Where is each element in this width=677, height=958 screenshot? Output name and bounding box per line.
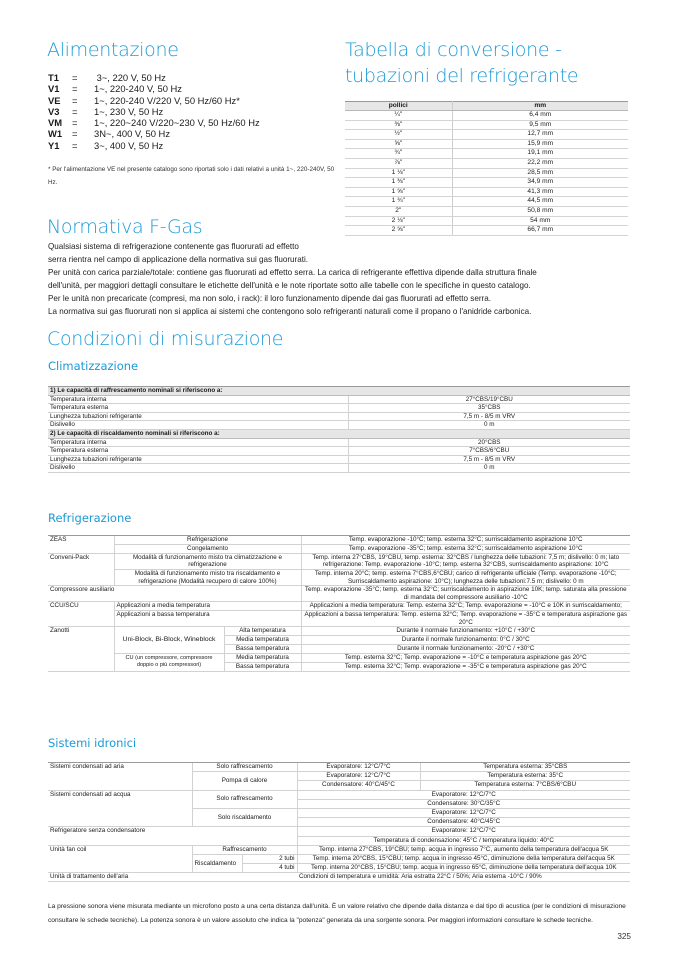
param-value: 20°CBS xyxy=(348,438,630,447)
idronici-title: Sistemi idronici xyxy=(48,736,137,750)
mode-label: Riscaldamento xyxy=(192,854,242,872)
cell-mm: 54 mm xyxy=(452,216,628,226)
mode-label: Alta temperatura xyxy=(224,627,301,636)
alim-code: V1 xyxy=(48,83,60,95)
condition-text: Condensatore: 40°C/45°C xyxy=(297,818,630,827)
table-row xyxy=(48,569,630,585)
alim-row xyxy=(48,83,338,94)
alim-eq: = xyxy=(72,83,78,95)
pipe-config: 2 tubi xyxy=(242,854,297,863)
param-label: Lunghezza tubazioni refrigerante xyxy=(48,455,348,464)
alim-value: 1~, 220~240 V/220~230 V, 50 Hz/60 Hz xyxy=(94,117,260,129)
refrigerazione-title: Refrigerazione xyxy=(48,511,132,525)
cell-mm: 50,8 mm xyxy=(452,206,628,216)
column-header-pollici: pollici xyxy=(345,102,452,111)
climatizzazione-table xyxy=(48,386,630,473)
fgas-line: serra rientra nel campo di applicazione della normativa sui gas fluorurati. xyxy=(48,255,309,265)
condition-text: Temp. interna 20°CBS, 15°CBU; temp. acqua in ingresso 45°C, diminuzione della temperatura dell'acqua 5K xyxy=(297,854,630,863)
param-value: 7,5 m - 8/5 m VRV xyxy=(348,412,630,421)
table-row xyxy=(48,790,630,799)
table-row xyxy=(345,158,628,168)
system-label: Zanotti xyxy=(48,627,114,671)
table-row xyxy=(48,447,630,456)
table-row xyxy=(48,464,630,473)
table-row xyxy=(48,438,630,447)
table-row xyxy=(48,627,630,636)
alim-code: Y1 xyxy=(48,139,60,151)
condition-text: Durante il normale funzionamento: -20°C / +30°C xyxy=(301,645,630,654)
cell-inches: 1 ¾" xyxy=(345,197,452,207)
table-row xyxy=(48,654,630,663)
cell-mm: 28,5 mm xyxy=(452,168,628,178)
condition-text: Applicazioni a bassa temperatura: Temp. esterna 32°C; Temp. evaporazione = -35°C e temperatura aspirazione gas 20°C xyxy=(301,611,630,627)
param-value: 0 m xyxy=(348,421,630,430)
mode-label: Raffrescamento xyxy=(192,845,297,854)
alimentazione-list xyxy=(48,72,338,151)
table-row xyxy=(345,120,628,130)
system-label: Sistemi condensati ad aria xyxy=(48,763,192,791)
param-value: 7°CBS/6°CBU xyxy=(348,447,630,456)
alim-code: W1 xyxy=(48,128,63,140)
alim-row xyxy=(48,128,338,139)
table-row xyxy=(345,111,628,121)
system-label: Compressore ausiliario xyxy=(48,586,301,602)
param-value: 27°CBS/19°CBU xyxy=(348,395,630,404)
alim-value: 3~, 220 V, 50 Hz xyxy=(94,72,166,83)
system-label: Sistemi condensati ad acqua xyxy=(48,790,192,827)
param-label: Lunghezza tubazioni refrigerante xyxy=(48,412,348,421)
cell-inches: ⅝" xyxy=(345,139,452,149)
condition-text: Temp. interna 20°CBS, 15°CBU; temp. acqua in ingresso 65°C, diminuzione della temperatura dell'acqua 10K xyxy=(297,864,630,873)
condition-text: Condensatore: 40°C/45°C xyxy=(297,781,420,790)
cell-mm: 41,3 mm xyxy=(452,187,628,197)
param-label: Temperatura esterna xyxy=(48,447,348,456)
cell-mm: 19,1 mm xyxy=(452,149,628,159)
alim-eq: = xyxy=(72,94,78,106)
section-header-row xyxy=(48,387,630,396)
cell-inches: ⅞" xyxy=(345,158,452,168)
alimentazione-footnote: * Per l'alimentazione VE nel presente catalogo sono riportati solo i dati relativi a unità 1~, 220-240V, 50 Hz. xyxy=(48,166,335,186)
condition-text: Temp. interna 27°CBS, 19°CBU, temp. esterna: 32°CBS / lunghezza delle tubazioni: 7,5 m; dislivello: 0 m; lato refrigerazione: Temp. evaporazione -10°C; temp. esterna 32°CBS, surriscaldamento aspirazione: 10°C xyxy=(301,553,630,569)
pipe-config: 4 tubi xyxy=(242,864,297,873)
condition-text: Condizioni di temperatura e umidità: Aria estratta 22°C / 50%; Aria esterna -10°C / 90% xyxy=(297,873,630,882)
cell-inches: 1 ⅜" xyxy=(345,178,452,188)
mode-label: Pompa di calore xyxy=(192,772,297,790)
table-row xyxy=(48,873,630,882)
condition-text: Temp. esterna 32°C; Temp. evaporazione = -35°C e temperatura aspirazione gas 20°C xyxy=(301,662,630,671)
alim-value: 1~, 220-240 V/220 V, 50 Hz/60 Hz* xyxy=(94,94,240,106)
table-row xyxy=(48,412,630,421)
cell-mm: 6,4 mm xyxy=(452,111,628,121)
system-label: Refrigeratore senza condensatore xyxy=(48,827,297,845)
cell-mm: 44,5 mm xyxy=(452,197,628,207)
alim-value: 3N~, 400 V, 50 Hz xyxy=(94,128,171,140)
conversion-table xyxy=(345,101,628,236)
alim-row xyxy=(48,95,338,106)
system-label: Conveni-Pack xyxy=(48,553,114,585)
mode-label: Solo riscaldamento xyxy=(192,808,297,826)
condition-text: Durante il normale funzionamento: 0°C / 30°C xyxy=(301,636,630,645)
alim-row xyxy=(48,72,338,83)
condition-text: Temperatura esterna: 7°CBS/6°CBU xyxy=(420,781,630,790)
cell-inches: 1 ⅛" xyxy=(345,168,452,178)
table-row xyxy=(48,611,630,627)
mode-label: Applicazioni a bassa temperatura xyxy=(114,611,301,627)
table-row xyxy=(48,421,630,430)
cell-inches: ½" xyxy=(345,130,452,140)
condition-text: Temp. interna 27°CBS, 19°CBU; temp. acqua in ingresso 7°C, aumento della temperatura dell'acqua 5K xyxy=(297,845,630,854)
refrigerazione-table xyxy=(48,535,630,672)
idronici-table xyxy=(48,762,630,882)
conversione-title-line2: tubazioni del refrigerante xyxy=(345,65,579,87)
mode-label: Solo raffrescamento xyxy=(192,790,297,808)
table-row xyxy=(345,197,628,207)
condition-text: Temperatura esterna: 35°C xyxy=(420,772,630,781)
param-label: Temperatura esterna xyxy=(48,404,348,413)
condition-text: Condensatore: 30°C/35°C xyxy=(297,799,630,808)
group-label: CU (un compressore, compressore doppio o più compressori) xyxy=(114,654,224,672)
condition-text: Temp. evaporazione -35°C; temp. esterna 32°C; surriscaldamento in aspirazione 10K; temp. saturata alla pressione di mandata del compressore ausiliario -10°C xyxy=(301,586,630,602)
alim-code: T1 xyxy=(48,72,59,83)
table-row xyxy=(345,139,628,149)
system-label: CCU/SCU xyxy=(48,602,114,627)
condition-text: Durante il normale funzionamento: +10°C / +30°C xyxy=(301,627,630,636)
fgas-line: La normativa sui gas fluorurati non si applica ai sistemi che contengono solo refrigeranti naturali come il propano o l'anidride carbonica. xyxy=(48,307,532,317)
mode-label: Media temperatura xyxy=(224,654,301,663)
cell-inches: ⅜" xyxy=(345,120,452,130)
param-value: 7,5 m - 8/5 m VRV xyxy=(348,455,630,464)
mode-label: Media temperatura xyxy=(224,636,301,645)
alim-eq: = xyxy=(72,139,78,151)
table-row xyxy=(48,395,630,404)
table-row xyxy=(48,827,630,836)
mode-label: Refrigerazione xyxy=(114,536,301,545)
table-row xyxy=(48,536,630,545)
cell-mm: 9,5 mm xyxy=(452,120,628,130)
cell-mm: 22,2 mm xyxy=(452,158,628,168)
alim-eq: = xyxy=(72,128,78,140)
mode-label: Modalità di funzionamento misto tra riscaldamento e refrigerazione (Modalità recupero di calore 100%) xyxy=(114,569,301,585)
condition-text: Evaporatore: 12°C/7°C xyxy=(297,763,420,772)
condition-text: Evaporatore: 12°C/7°C xyxy=(297,827,630,836)
table-row xyxy=(345,168,628,178)
table-row xyxy=(345,149,628,159)
table-row xyxy=(48,455,630,464)
cell-inches: 2 ⅛" xyxy=(345,216,452,226)
condition-text: Applicazioni a media temperatura: Temp. esterna 32°C; Temp. evaporazione = -10°C e 10K in surriscaldamento; xyxy=(301,602,630,611)
alim-value: 1~, 230 V, 50 Hz xyxy=(94,105,164,117)
fgas-line: Per le unità non precaricate (compresi, ma non solo, i rack): il loro funzionamento dipende dai gas fluorurati ad effetto serra. xyxy=(48,294,491,304)
system-label: Unità fan coil xyxy=(48,845,192,873)
table-row xyxy=(345,187,628,197)
section-header: 2) Le capacità di riscaldamento nominali si riferiscono a: xyxy=(48,429,630,438)
alim-eq: = xyxy=(72,72,78,83)
condizioni-title: Condizioni di misurazione xyxy=(47,328,284,350)
table-header-row xyxy=(345,102,628,111)
condition-text: Temp. evaporazione -35°C; temp. esterna 32°C; surriscaldamento aspirazione 10°C xyxy=(301,544,630,553)
alim-row xyxy=(48,106,338,117)
param-label: Temperatura interna xyxy=(48,438,348,447)
alim-row xyxy=(48,117,338,128)
section-header: 1) Le capacità di raffrescamento nominali si riferiscono a: xyxy=(48,387,630,396)
page-number: 325 xyxy=(617,932,631,941)
param-label: Dislivello xyxy=(48,421,348,430)
alim-row xyxy=(48,140,338,151)
cell-inches: ¼" xyxy=(345,111,452,121)
alimentazione-title: Alimentazione xyxy=(47,39,179,61)
sound-note: La pressione sonora viene misurata mediante un microfono posto a una certa distanza dall'unità. È un valore relativo che dipende dalla distanza e dal tipo di acustica (per le condizioni di misurazione consultare le schede tecniche). La potenza sonora è un valore assoluto che indica la "potenza" generata da una sorgente sonora. Per maggiori informazioni consultare le schede tecniche. xyxy=(48,903,626,924)
condition-text: Temp. esterna 32°C; Temp. evaporazione = -10°C e temperatura aspirazione gas 20°C xyxy=(301,654,630,663)
mode-label: Bassa temperatura xyxy=(224,662,301,671)
cell-mm: 66,7 mm xyxy=(452,226,628,236)
section-header-row xyxy=(48,429,630,438)
table-row xyxy=(345,206,628,216)
condition-text: Evaporatore: 12°C/7°C xyxy=(297,808,630,817)
alim-code: V3 xyxy=(48,105,60,117)
param-label: Dislivello xyxy=(48,464,348,473)
group-label: Uni-Block, Bi-Block, Wineblock xyxy=(114,627,224,654)
table-row xyxy=(345,130,628,140)
conversione-title-line1: Tabella di conversione - xyxy=(345,39,562,61)
condition-text: Evaporatore: 12°C/7°C xyxy=(297,790,630,799)
alim-value: 1~, 220-240 V, 50 Hz xyxy=(94,83,182,95)
param-label: Temperatura interna xyxy=(48,395,348,404)
climatizzazione-title: Climatizzazione xyxy=(48,359,139,373)
cell-mm: 12,7 mm xyxy=(452,130,628,140)
mode-label: Solo raffrescamento xyxy=(192,763,297,772)
fgas-body xyxy=(48,240,638,319)
table-row xyxy=(48,586,630,602)
fgas-line: Per unità con carica parziale/totale: contiene gas fluorurati ad effetto serra. La carica di refrigerante effettiva dipende dalla struttura finale xyxy=(48,268,537,278)
condition-text: Temperatura di condensazione: 45°C / temperatura liquido: 40°C xyxy=(297,836,630,845)
cell-inches: ¾" xyxy=(345,149,452,159)
cell-mm: 34,9 mm xyxy=(452,178,628,188)
system-label: Unità di trattamento dell'aria xyxy=(48,873,297,882)
table-row xyxy=(345,226,628,236)
fgas-line: Qualsiasi sistema di refrigerazione contenente gas fluorurati ad effetto xyxy=(48,242,299,251)
mode-label: Applicazioni a media temperatura xyxy=(114,602,301,611)
condition-text: Evaporatore: 12°C/7°C xyxy=(297,772,420,781)
alim-eq: = xyxy=(72,117,78,129)
system-label: ZEAS xyxy=(48,536,114,554)
cell-inches: 1 ⅝" xyxy=(345,187,452,197)
fgas-line: dell'unità, per maggiori dettagli consultare le etichette dell'unità e le note riportate sotto alle tabelle con le specifiche in questo catalogo. xyxy=(48,281,531,291)
mode-label: Congelamento xyxy=(114,544,301,553)
fgas-title: Normativa F-Gas xyxy=(47,216,203,238)
condition-text: Temperatura esterna: 35°CBS xyxy=(420,763,630,772)
cell-inches: 2 ⅝" xyxy=(345,226,452,236)
table-row xyxy=(48,602,630,611)
condition-text: Temp. interna 20°C; temp. esterna 7°CBS,6°CBU; carico di refrigerante ufficiale (Temp. evaporazione -10°C; Surriscaldamento aspirazione: 10°C); lunghezza delle tubazioni:7.5 m; dislivello: 0 m xyxy=(301,569,630,585)
mode-label: Bassa temperatura xyxy=(224,645,301,654)
cell-inches: 2" xyxy=(345,206,452,216)
mode-label: Modalità di funzionamento misto tra climatizzazione e refrigerazione xyxy=(114,553,301,569)
table-row xyxy=(48,763,630,772)
alim-eq: = xyxy=(72,105,78,117)
alim-code: VM xyxy=(48,117,63,129)
condition-text: Temp. evaporazione -10°C; temp. esterna 32°C; surriscaldamento aspirazione 10°C xyxy=(301,536,630,545)
alim-code: VE xyxy=(48,94,61,106)
table-row xyxy=(48,544,630,553)
table-row xyxy=(345,178,628,188)
cell-mm: 15,9 mm xyxy=(452,139,628,149)
column-header-mm: mm xyxy=(452,102,628,111)
alim-value: 3~, 400 V, 50 Hz xyxy=(94,139,164,151)
table-row xyxy=(345,216,628,226)
table-row xyxy=(48,404,630,413)
param-value: 0 m xyxy=(348,464,630,473)
param-value: 35°CBS xyxy=(348,404,630,413)
table-row xyxy=(48,845,630,854)
table-row xyxy=(48,553,630,569)
